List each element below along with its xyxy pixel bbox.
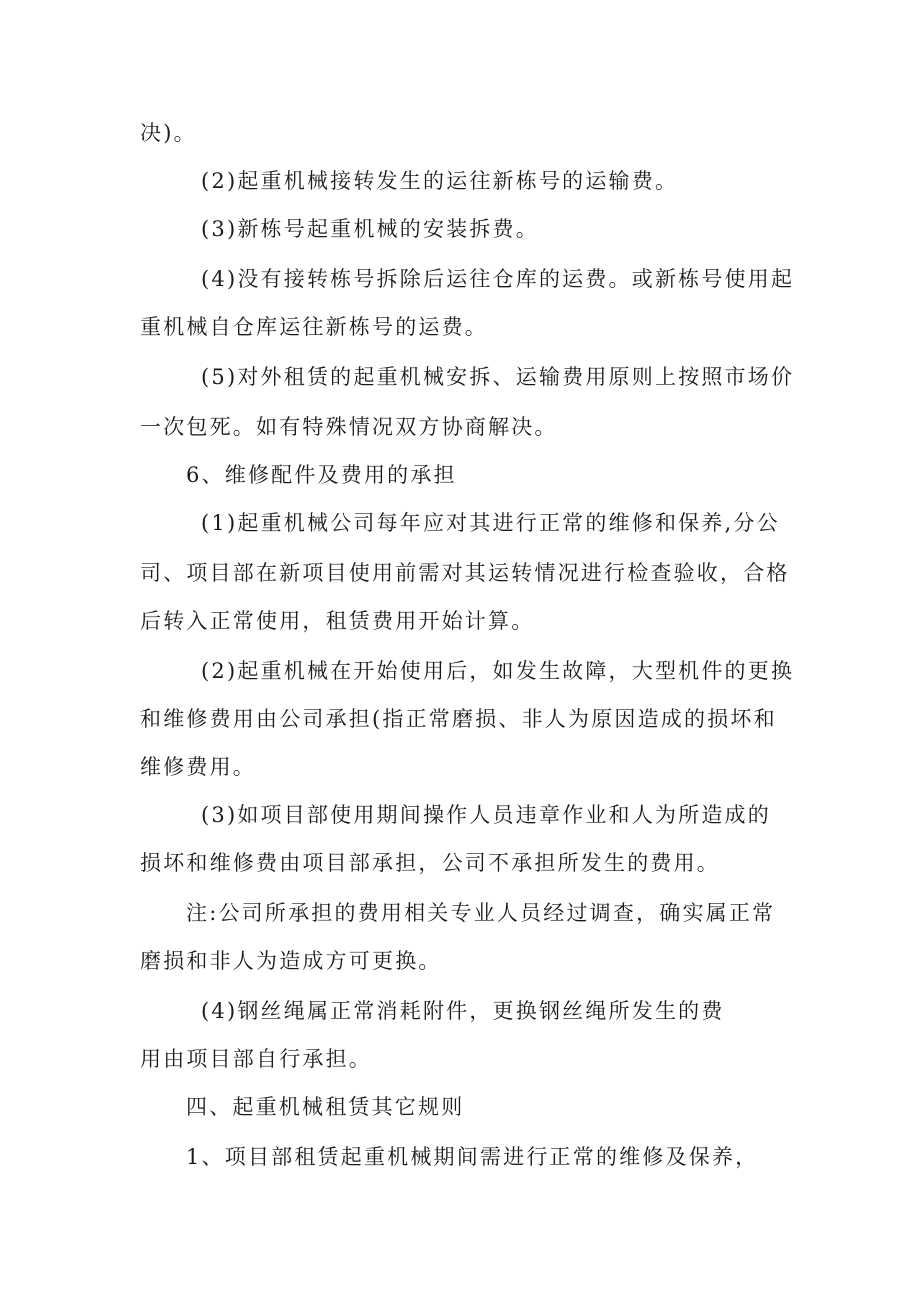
- text-line: 重机械自仓库运往新栋号的运费。: [140, 315, 488, 339]
- text-line: 1、项目部租赁起重机械期间需进行正常的维修及保养，: [186, 1145, 759, 1169]
- text-line: (3)如项目部使用期间操作人员违章作业和人为所造成的: [201, 803, 771, 827]
- text-line: (3)新栋号起重机械的安装拆费。: [201, 217, 539, 241]
- text-line: 磨损和非人为造成方可更换。: [140, 949, 442, 973]
- text-line: (4)钢丝绳属正常消耗附件，更换钢丝绳所发生的费: [201, 999, 725, 1023]
- text-line: 司、项目部在新项目使用前需对其运转情况进行检查验收，合格: [140, 561, 790, 585]
- text-line: 一次包死。如有特殊情况双方协商解决。: [140, 415, 558, 439]
- text-line: (4)没有接转栋号拆除后运往仓库的运费。或新栋号使用起: [201, 267, 795, 291]
- text-line: (5)对外租赁的起重机械安拆、运输费用原则上按照市场价: [201, 365, 795, 389]
- text-line: 维修费用。: [140, 755, 256, 779]
- section-heading: 6、维修配件及费用的承担: [186, 463, 457, 487]
- text-line: (1)起重机械公司每年应对其进行正常的维修和保养,分公: [201, 511, 780, 535]
- note-line: 注:公司所承担的费用相关专业人员经过调查，确实属正常: [186, 901, 776, 925]
- text-line: 损坏和维修费由项目部承担，公司不承担所发生的费用。: [140, 851, 720, 875]
- text-line: 用由项目部自行承担。: [140, 1047, 372, 1071]
- text-line: (2)起重机械接转发生的运往新栋号的运输费。: [201, 169, 679, 193]
- text-line: (2)起重机械在开始使用后，如发生故障，大型机件的更换: [201, 659, 795, 683]
- text-line: 和维修费用由公司承担(指正常磨损、非人为原因造成的损坏和: [140, 707, 777, 731]
- text-line: 决)。: [140, 121, 197, 145]
- text-line: 后转入正常使用，租赁费用开始计算。: [140, 609, 535, 633]
- section-heading: 四、起重机械租赁其它规则: [186, 1095, 465, 1119]
